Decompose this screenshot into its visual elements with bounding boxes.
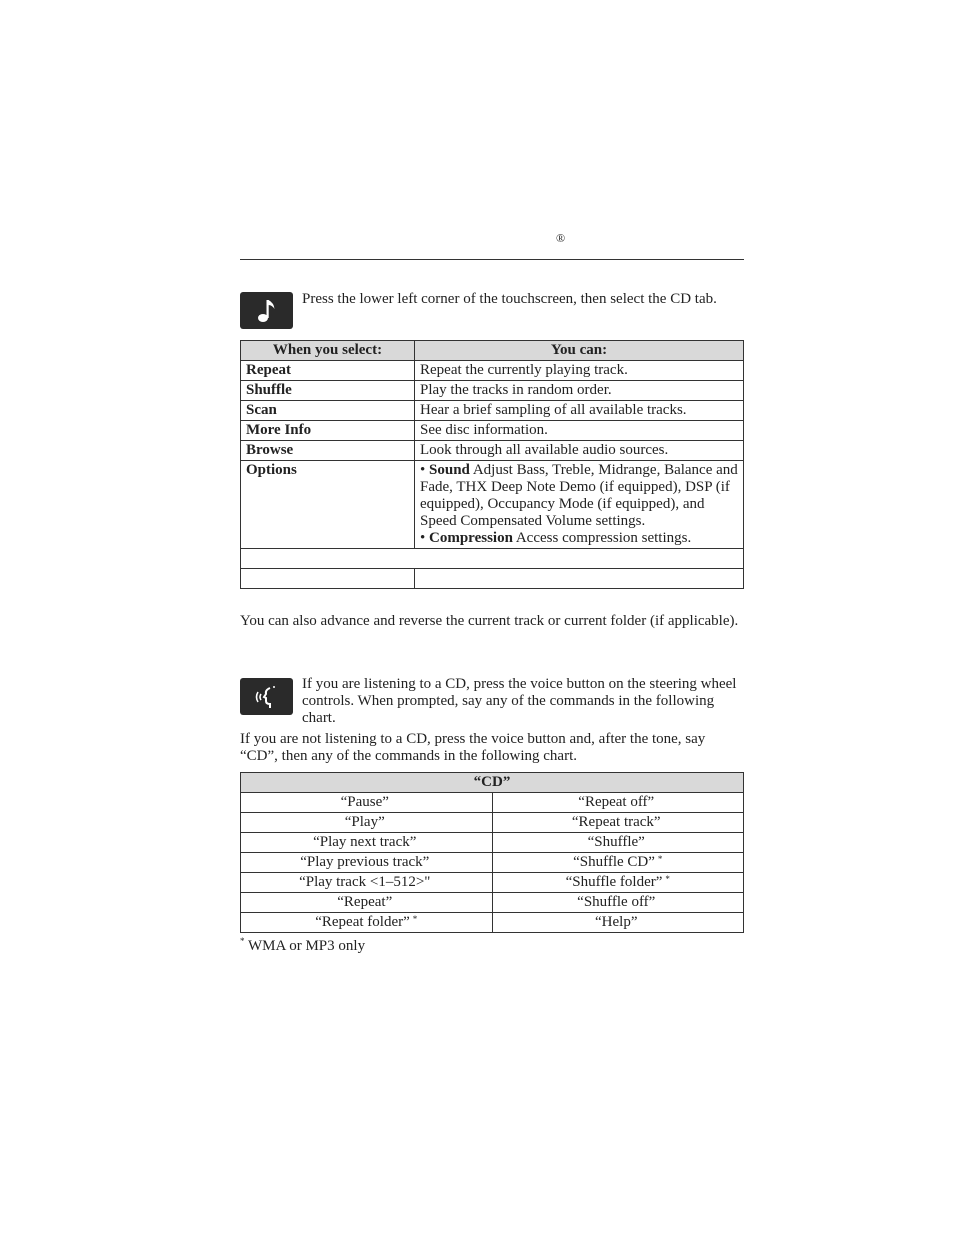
row-value: Repeat the currently playing track. [415, 361, 744, 381]
table-row [241, 833, 744, 853]
command-cell: “Shuffle CD” * [492, 853, 744, 873]
command-cell: “Repeat” [241, 893, 493, 913]
row-key: Options [241, 461, 415, 549]
sound-option [420, 462, 738, 530]
header-rule [240, 259, 744, 260]
cd-commands-table [240, 772, 744, 933]
command-cell: “Shuffle off” [492, 893, 744, 913]
table-row [241, 421, 744, 441]
table-row [241, 441, 744, 461]
command-cell: “Play track <1–512>" [241, 873, 493, 893]
table-row-options [241, 461, 744, 549]
table-row [241, 813, 744, 833]
bullet: • [420, 530, 426, 546]
compression-text: Access compression settings. [512, 530, 692, 546]
sound-text: Adjust Bass, Treble, Midrange, Balance and Fade, THX Deep Note Demo (if equipped), DSP (if equipped), Occupancy Mode (if equipped), and Speed Compensated Volume settings. [420, 462, 738, 529]
footnote-mark: * [240, 936, 245, 946]
command-cell: “Repeat off” [492, 793, 744, 813]
voice-listening-text: If you are listening to a CD, press the voice button on the steering wheel controls. When prompted, say any of the commands in the following chart. [302, 676, 737, 726]
row-value: See disc information. [415, 421, 744, 441]
empty-cell [241, 569, 415, 589]
voice-command-icon [240, 678, 293, 715]
command-cell: “Play” [241, 813, 493, 833]
table-row [241, 873, 744, 893]
header-when-you-select: When you select: [241, 341, 415, 361]
row-key: Browse [241, 441, 415, 461]
empty-cell [241, 549, 744, 569]
row-value: Look through all available audio sources. [415, 441, 744, 461]
header-you-can: You can: [415, 341, 744, 361]
row-key: More Info [241, 421, 415, 441]
voice-not-listening-text: If you are not listening to a CD, press the voice button and, after the tone, say “CD”, then any of the commands in the following chart. [240, 731, 706, 764]
table-row [241, 361, 744, 381]
options-table [240, 340, 744, 589]
sound-label: Sound [429, 462, 470, 478]
table-row [241, 853, 744, 873]
music-note-icon [240, 292, 293, 329]
compression-label: Compression [429, 530, 513, 546]
advance-note: You can also advance and reverse the current track or current folder (if applicable). [240, 613, 739, 629]
command-cell: “Repeat folder” * [241, 913, 493, 933]
registered-mark: ® [556, 231, 566, 245]
command-cell: “Pause” [241, 793, 493, 813]
row-key: Scan [241, 401, 415, 421]
row-value-options [415, 461, 744, 549]
table-row-empty [241, 549, 744, 569]
table-row-empty [241, 569, 744, 589]
table-row [241, 893, 744, 913]
command-cell: “Shuffle folder” * [492, 873, 744, 893]
row-key: Repeat [241, 361, 415, 381]
compression-option [420, 530, 738, 547]
row-value: Play the tracks in random order. [415, 381, 744, 401]
row-value: Hear a brief sampling of all available tracks. [415, 401, 744, 421]
table-row [241, 401, 744, 421]
command-cell: “Play previous track” [241, 853, 493, 873]
empty-cell [415, 569, 744, 589]
table-row [241, 793, 744, 813]
command-cell: “Repeat track” [492, 813, 744, 833]
command-cell: “Shuffle” [492, 833, 744, 853]
row-key: Shuffle [241, 381, 415, 401]
footnote [240, 938, 365, 955]
cd-table-header: “CD” [241, 773, 744, 793]
table-row [241, 913, 744, 933]
command-cell: “Play next track” [241, 833, 493, 853]
intro-text: Press the lower left corner of the touchscreen, then select the CD tab. [302, 291, 717, 307]
bullet: • [420, 462, 426, 478]
footnote-text: WMA or MP3 only [244, 938, 366, 954]
table-row [241, 381, 744, 401]
command-cell: “Help” [492, 913, 744, 933]
